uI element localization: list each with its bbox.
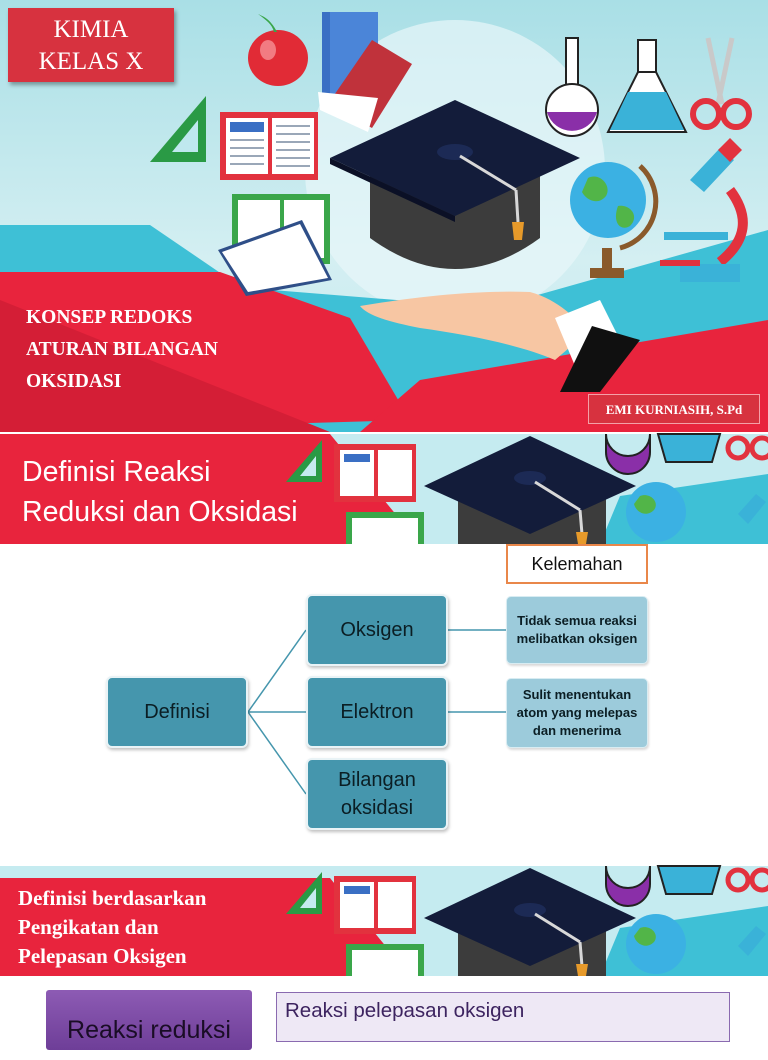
- slide-3-oxygen-definition: [0, 866, 768, 1044]
- heading-line-2: Reduksi dan Oksidasi: [22, 496, 298, 528]
- heading-line-3: OKSIDASI: [26, 371, 122, 392]
- apple-icon: [248, 14, 308, 86]
- weakness-note-elektron: Sulit menentukan atom yang melepas dan menerima: [506, 678, 648, 748]
- branch-node-bilangan-oksidasi: Bilangan oksidasi: [306, 758, 448, 830]
- slide-1-title: [0, 0, 768, 432]
- weakness-note-oksigen: Tidak semua reaksi melibatkan oksigen: [506, 596, 648, 664]
- root-node-definisi: Definisi: [106, 676, 248, 748]
- open-book-icon: [334, 876, 416, 934]
- branch-node-oksigen: Oksigen: [306, 594, 448, 666]
- term-box-reaksi-reduksi: Reaksi reduksi: [46, 990, 252, 1050]
- slide-3-heading: [18, 884, 206, 971]
- set-square-icon: [150, 96, 206, 162]
- branch-node-elektron: Elektron: [306, 676, 448, 748]
- subject-badge: [8, 8, 174, 82]
- author-label: EMI KURNIASIH, S.Pd: [588, 394, 760, 424]
- scissors-icon: [693, 38, 749, 127]
- heading-line-3: Pelepasan Oksigen: [18, 944, 187, 968]
- slide-1-heading: [26, 302, 286, 398]
- heading-line-2: Pengikatan dan: [18, 915, 159, 939]
- open-book-icon: [220, 112, 318, 180]
- weakness-header: Kelemahan: [506, 544, 648, 584]
- badge-line-2: KELAS X: [38, 48, 144, 75]
- erlenmeyer-flask-icon: [658, 866, 720, 894]
- heading-line-2: ATURAN BILANGAN: [26, 339, 218, 360]
- erlenmeyer-flask-icon: [608, 40, 686, 132]
- heading-line-1: Definisi Reaksi: [22, 456, 211, 488]
- badge-line-1: KIMIA: [53, 16, 129, 43]
- globe-icon: [570, 162, 656, 278]
- slide-2-definition: [0, 434, 768, 866]
- heading-line-1: KONSEP REDOKS: [26, 307, 193, 328]
- heading-line-1: Definisi berdasarkan: [18, 886, 207, 910]
- notebook-icon: [346, 944, 424, 976]
- globe-icon: [626, 914, 686, 974]
- description-box: Reaksi pelepasan oksigen: [276, 992, 730, 1042]
